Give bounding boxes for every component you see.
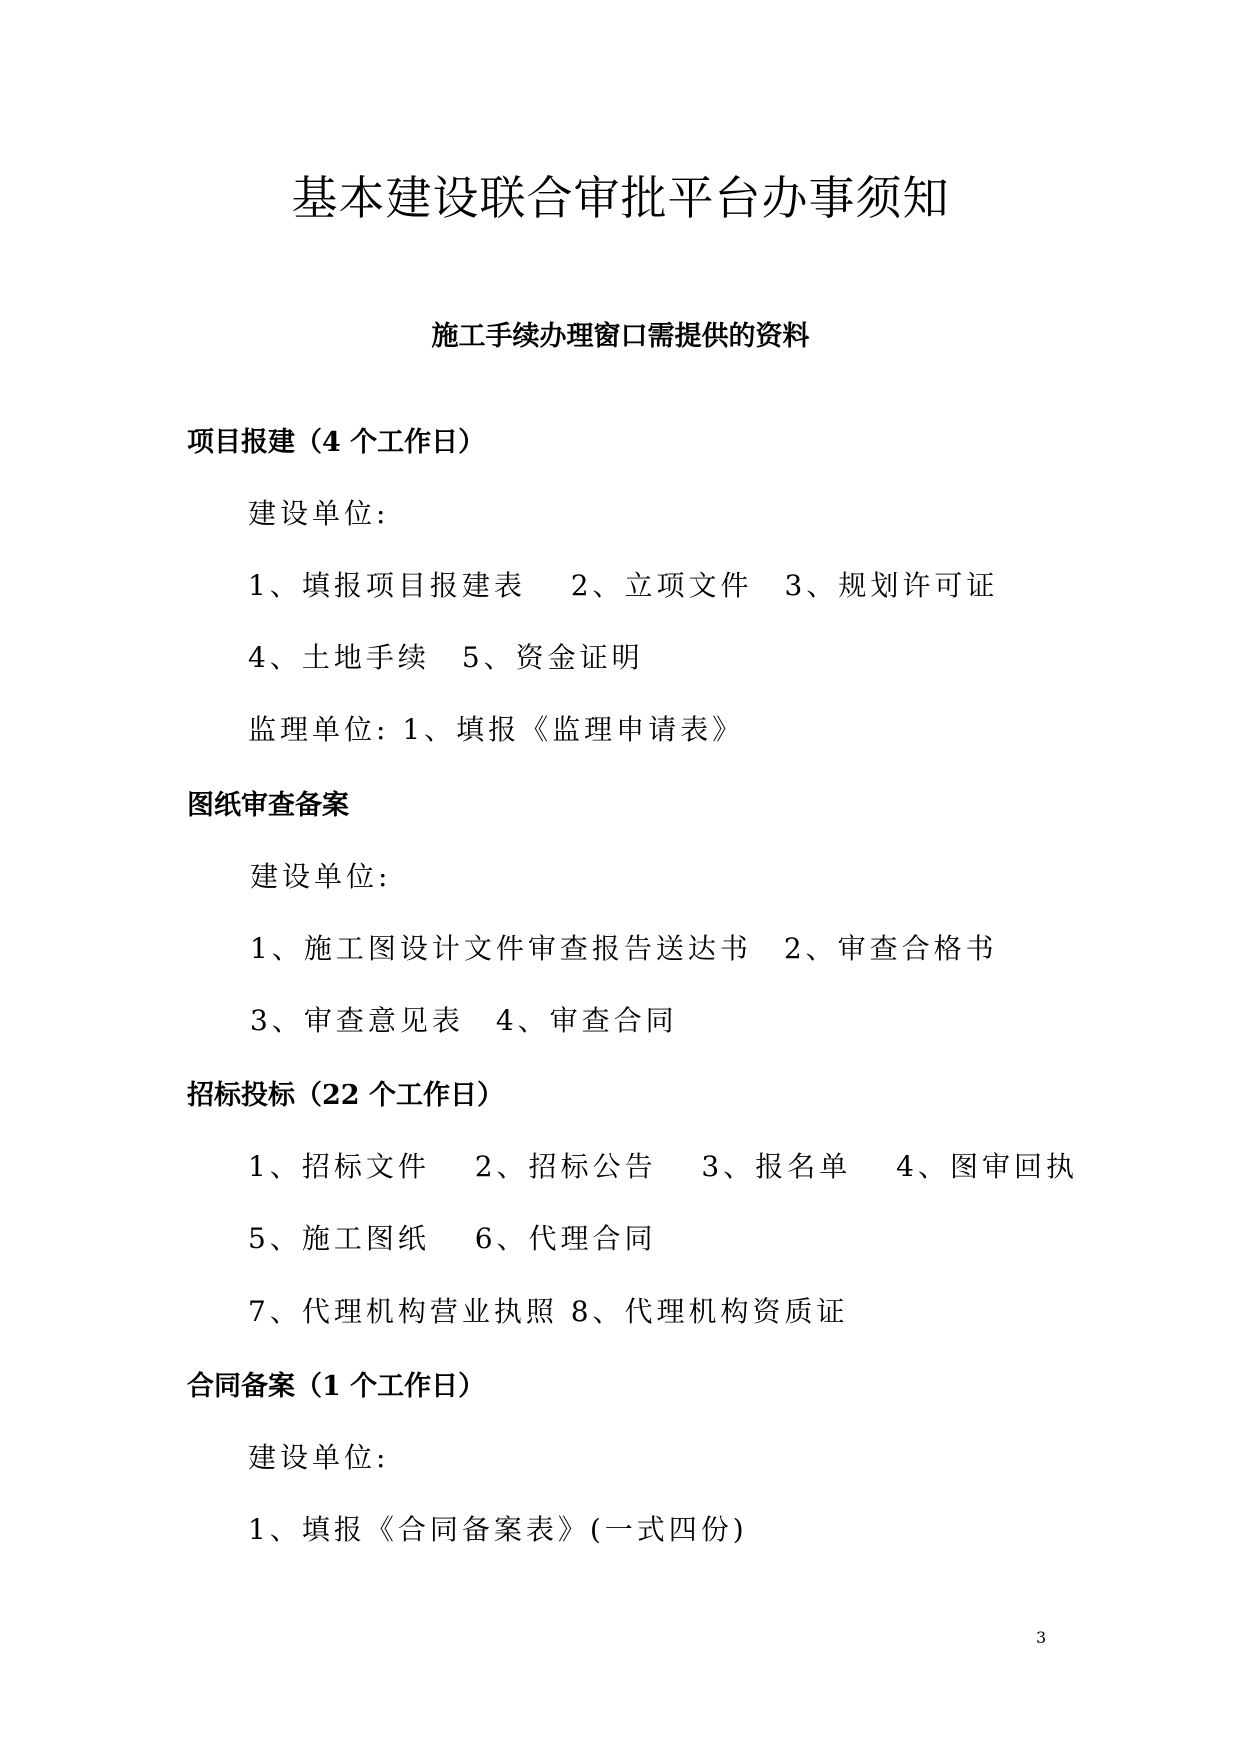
list-item: 1、招标文件 2、招标公告 3、报名单 4、图审回执 [248,1150,1078,1183]
subtitle: 施工手续办理窗口需提供的资料 [431,321,810,352]
list-item: 4、土地手续 5、资金证明 [248,641,644,674]
section-heading-project-registration: 项目报建（4 个工作日） [187,427,486,458]
list-item: 监理单位: 1、填报《监理申请表》 [248,713,745,746]
list-item: 1、填报《合同备案表》(一式四份) [248,1513,748,1546]
list-item: 建设单位: [248,497,390,530]
list-item: 7、代理机构营业执照 8、代理机构资质证 [248,1295,849,1328]
list-item: 5、施工图纸 6、代理合同 [248,1222,657,1255]
section-heading-bidding: 招标投标（22 个工作日） [187,1080,504,1111]
list-item: 1、填报项目报建表 2、立项文件 3、规划许可证 [248,569,999,602]
page-number: 3 [1036,1628,1047,1647]
section-heading-contract-filing: 合同备案（1 个工作日） [187,1371,486,1402]
list-item: 3、审查意见表 4、审查合同 [250,1004,678,1037]
list-item: 1、施工图设计文件审查报告送达书 2、审查合格书 [250,932,998,965]
list-item: 建设单位: [250,860,392,893]
page-title: 基本建设联合审批平台办事须知 [291,171,950,225]
list-item: 建设单位: [248,1441,390,1474]
section-heading-drawing-review: 图纸审查备案 [187,790,349,821]
